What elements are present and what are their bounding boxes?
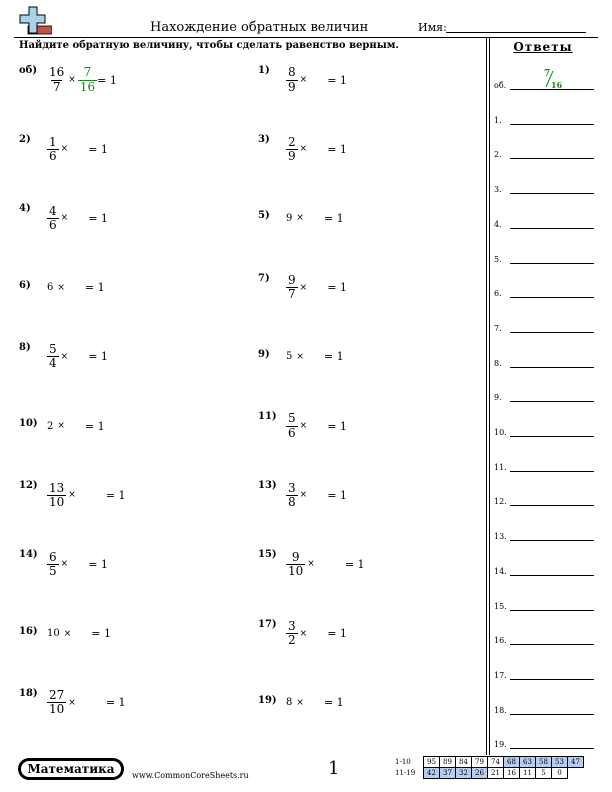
score-cell: 5: [536, 768, 552, 779]
answer-row[interactable]: [494, 562, 594, 576]
problem-number: 15): [258, 549, 277, 561]
given-fraction: [47, 343, 59, 370]
fraction-numerator: 27: [49, 688, 65, 703]
times-sign: ×: [57, 282, 65, 293]
problem-expression: [286, 198, 344, 238]
fraction-denominator: 6: [49, 217, 57, 232]
score-row-1-10: [395, 757, 584, 768]
problem-item: [258, 60, 458, 100]
answer-column-divider-inner: [489, 37, 490, 755]
answer-label: 6.: [494, 289, 502, 299]
equals-one: = 1: [327, 488, 347, 502]
problem-item: [19, 268, 219, 308]
answer-row[interactable]: [494, 735, 594, 749]
equals-one: = 1: [327, 419, 347, 433]
given-fraction: [47, 66, 66, 93]
given-fraction: [47, 689, 66, 716]
sample-answer-denominator: 16: [551, 80, 563, 90]
problem-expression: [286, 60, 347, 100]
answer-line[interactable]: [510, 748, 594, 749]
answer-line[interactable]: [510, 124, 594, 125]
answer-line[interactable]: [510, 575, 594, 576]
problem-number: 5): [258, 210, 270, 222]
times-sign: ×: [60, 559, 69, 570]
times-sign: ×: [299, 421, 308, 431]
problem-expression: [286, 614, 347, 654]
header-divider: [14, 37, 598, 38]
fraction-denominator: 6: [49, 148, 57, 163]
equals-one: = 1: [323, 350, 344, 364]
given-fraction: [47, 205, 59, 232]
problem-number: 7): [258, 272, 270, 284]
score-cell: 84: [456, 757, 472, 768]
times-sign: ×: [299, 75, 308, 85]
given-fraction: [286, 274, 298, 301]
answer-line[interactable]: [510, 367, 594, 368]
answer-label: 17.: [494, 670, 507, 680]
score-cell: 32: [456, 768, 472, 779]
times-sign: ×: [68, 490, 76, 501]
whole-number: 10: [47, 628, 60, 640]
answer-row[interactable]: [494, 215, 594, 229]
equals-one: = 1: [344, 557, 365, 571]
answer-line[interactable]: [510, 610, 594, 611]
answer-label: 15.: [494, 601, 507, 611]
score-cell: 95: [424, 757, 440, 768]
given-fraction: [286, 551, 305, 578]
problem-number: 13): [258, 480, 277, 492]
fraction-numerator: 9: [291, 549, 300, 564]
answer-label: 9.: [494, 393, 502, 403]
answer-line[interactable]: [510, 679, 594, 680]
given-fraction: [47, 136, 59, 163]
problem-expression: [47, 129, 108, 169]
score-cell: 42: [424, 768, 440, 779]
problem-number: 8): [19, 341, 31, 353]
problem-expression: [286, 544, 365, 584]
problem-item: [19, 337, 219, 377]
answer-row[interactable]: [494, 631, 594, 645]
fraction-denominator: 6: [288, 425, 296, 440]
answer-row[interactable]: [494, 111, 594, 125]
answer-line[interactable]: [510, 193, 594, 194]
answer-line[interactable]: [510, 158, 594, 159]
fraction-numerator: 1: [49, 134, 57, 149]
score-cell: 47: [568, 757, 584, 768]
fraction-denominator: 10: [49, 702, 65, 717]
problem-expression: [286, 475, 347, 515]
fraction-numerator: 4: [49, 203, 57, 218]
times-sign: ×: [60, 144, 69, 155]
fraction-numerator: 5: [49, 342, 57, 357]
answer-row[interactable]: [494, 666, 594, 680]
answer-row[interactable]: [494, 145, 594, 159]
answer-row[interactable]: [494, 527, 594, 541]
equals-one: = 1: [327, 627, 347, 641]
problem-item: [258, 683, 458, 723]
answer-row[interactable]: [494, 492, 594, 506]
plus-logo-icon: [18, 6, 52, 36]
answer-column-divider: [486, 37, 487, 755]
problem-item: [258, 544, 458, 584]
problem-number: 16): [19, 625, 38, 637]
equals-one: = 1: [91, 627, 111, 641]
fraction-numerator: 9: [288, 272, 296, 287]
times-sign: ×: [57, 421, 65, 431]
problem-number: 18): [19, 687, 38, 699]
fraction-denominator: 4: [49, 356, 57, 371]
fraction-denominator: 2: [288, 633, 296, 648]
problem-number: 11): [258, 411, 277, 422]
answer-line[interactable]: [510, 471, 594, 472]
whole-number: 2: [47, 420, 54, 432]
page-number: 1: [328, 758, 340, 779]
score-cell: 26: [472, 768, 488, 779]
score-row-11-19: [395, 768, 584, 779]
problem-expression: [47, 60, 117, 100]
problem-item: [258, 614, 458, 654]
problem-item: [19, 60, 219, 100]
problem-item: [258, 268, 458, 308]
times-sign: ×: [296, 697, 304, 708]
score-cell: 16: [504, 768, 520, 779]
problem-expression: [286, 683, 344, 723]
answer-row[interactable]: [494, 388, 594, 402]
brand-badge: [18, 758, 124, 780]
fraction-numerator: 5: [288, 411, 296, 426]
score-cell: 89: [440, 757, 456, 768]
problem-item: [258, 129, 458, 169]
problem-number: 10): [19, 418, 38, 429]
problem-number: 14): [19, 549, 38, 561]
fraction-numerator: 7: [83, 65, 92, 80]
whole-number: 8: [286, 697, 293, 709]
answer-label: 13.: [494, 532, 507, 542]
times-sign: ×: [296, 213, 304, 224]
answer-row[interactable]: [494, 319, 594, 333]
problem-number: 19): [258, 694, 277, 706]
name-label: Имя:: [418, 21, 447, 34]
fraction-denominator: 8: [288, 494, 296, 509]
whole-number: 9: [286, 212, 293, 224]
times-sign: ×: [296, 351, 304, 362]
problem-expression: [47, 337, 108, 377]
equals-one: = 1: [327, 142, 347, 156]
times-sign: ×: [68, 75, 76, 85]
equals-one: = 1: [88, 350, 108, 364]
equals-one: = 1: [327, 281, 347, 295]
given-fraction: [286, 412, 298, 439]
problem-expression: [47, 475, 126, 515]
fraction-numerator: 6: [49, 549, 57, 564]
whole-number: 5: [286, 351, 293, 363]
problem-number: об): [19, 65, 38, 76]
fraction-denominator: 7: [288, 287, 296, 302]
problem-expression: [47, 544, 108, 584]
answer-label: 18.: [494, 705, 507, 715]
equals-one: = 1: [88, 211, 108, 225]
answer-line[interactable]: [510, 228, 594, 229]
equals-one: = 1: [84, 419, 105, 433]
fraction-numerator: 3: [288, 618, 296, 633]
fraction-numerator: 8: [288, 65, 296, 80]
problem-item: [19, 544, 219, 584]
times-sign: ×: [68, 697, 76, 708]
page-title: Нахождение обратных величин: [150, 20, 369, 35]
fraction-denominator: 10: [288, 563, 304, 578]
fraction-numerator: 13: [49, 480, 65, 495]
fraction-denominator: 5: [49, 563, 57, 578]
equals-one: = 1: [84, 281, 105, 295]
score-cell: 11: [520, 768, 536, 779]
sample-answer-numerator: 7: [544, 69, 551, 79]
times-sign: ×: [63, 628, 72, 639]
answer-line[interactable]: [510, 644, 594, 645]
score-cell: 21: [488, 768, 504, 779]
answer-row[interactable]: [494, 180, 594, 194]
problem-item: [19, 683, 219, 723]
score-table: [395, 756, 584, 779]
problem-expression: [47, 268, 105, 308]
problem-number: 2): [19, 134, 31, 146]
problem-expression: [286, 129, 347, 169]
problem-expression: [286, 337, 344, 377]
problem-item: [258, 198, 458, 238]
times-sign: ×: [307, 559, 315, 570]
times-sign: ×: [299, 144, 308, 155]
times-sign: ×: [299, 628, 308, 639]
problem-expression: [47, 198, 108, 238]
given-fraction: [286, 482, 298, 509]
answer-row[interactable]: [494, 423, 594, 437]
answer-label: 7.: [494, 323, 502, 333]
answer-row[interactable]: [494, 597, 594, 611]
equals-one: = 1: [327, 73, 347, 87]
answer-label: 8.: [494, 358, 502, 368]
brand-label: Математика: [21, 761, 121, 777]
answers-title: Ответы: [513, 40, 573, 54]
answer-line[interactable]: [510, 297, 594, 298]
fraction-denominator: 9: [288, 79, 296, 94]
equals-one: = 1: [105, 488, 126, 502]
problem-expression: [47, 683, 126, 723]
times-sign: ×: [60, 213, 69, 224]
answer-label: 4.: [494, 219, 502, 229]
problem-item: [258, 406, 458, 446]
fraction-denominator: 9: [288, 148, 296, 163]
answer-line[interactable]: [510, 436, 594, 437]
equals-one: = 1: [88, 142, 108, 156]
times-sign: ×: [299, 282, 308, 293]
answer-label: 16.: [494, 636, 507, 646]
problem-number: 12): [19, 480, 38, 492]
equals-one: = 1: [88, 557, 108, 571]
fraction-denominator: 7: [52, 79, 61, 94]
score-cell: 74: [488, 757, 504, 768]
problem-item: [258, 337, 458, 377]
problem-number: 9): [258, 348, 270, 360]
answer-label: 5.: [494, 254, 502, 264]
equals-one: = 1: [323, 696, 344, 710]
fraction-numerator: 16: [49, 65, 65, 80]
score-cell: 63: [520, 757, 536, 768]
equals-one: = 1: [105, 696, 126, 710]
answer-label: 19.: [494, 740, 507, 750]
given-fraction: [286, 136, 298, 163]
fraction-numerator: 3: [288, 480, 296, 495]
score-cell: 0: [552, 768, 568, 779]
problem-number: 17): [258, 618, 277, 630]
site-url: www.CommonCoreSheets.ru: [132, 771, 249, 780]
instruction-text: Найдите обратную величину, чтобы сделать равенство верным.: [19, 40, 399, 51]
name-field-line[interactable]: [446, 32, 586, 33]
answer-line[interactable]: [510, 263, 594, 264]
score-cell: 58: [536, 757, 552, 768]
score-empty-cell: [568, 768, 584, 779]
answer-label: 1.: [494, 115, 502, 125]
answer-row[interactable]: [494, 284, 594, 298]
answer-line[interactable]: [510, 332, 594, 333]
problem-item: [19, 614, 219, 654]
answer-line[interactable]: [510, 714, 594, 715]
example-answer-fraction: [78, 66, 97, 93]
answer-label: 2.: [494, 150, 502, 160]
answer-label: 14.: [494, 566, 507, 576]
problem-expression: [286, 268, 347, 308]
given-fraction: [47, 482, 66, 509]
answer-line[interactable]: [510, 401, 594, 402]
problem-number: 4): [19, 203, 31, 215]
times-sign: ×: [299, 490, 308, 501]
fraction-denominator: 16: [79, 79, 96, 94]
problem-item: [19, 475, 219, 515]
score-row-label: 1-10: [395, 758, 411, 766]
score-row-label: 11-19: [395, 769, 416, 777]
score-cell: 68: [504, 757, 520, 768]
score-cell: 37: [440, 768, 456, 779]
answer-label: 10.: [494, 428, 507, 437]
problem-number: 6): [19, 279, 31, 291]
answer-row[interactable]: [494, 701, 594, 715]
answer-row[interactable]: [494, 458, 594, 472]
problem-expression: [47, 614, 111, 654]
fraction-denominator: 10: [49, 494, 65, 509]
score-cell: 79: [472, 757, 488, 768]
problem-expression: [47, 406, 105, 446]
problem-item: [19, 129, 219, 169]
equals-one: = 1: [323, 211, 344, 225]
equals-one: = 1: [97, 73, 117, 87]
answer-label: 3.: [494, 185, 502, 195]
problem-number: 1): [258, 65, 270, 76]
problem-item: [19, 406, 219, 446]
problem-item: [258, 475, 458, 515]
answer-label: 11.: [494, 462, 507, 472]
given-fraction: [47, 551, 59, 578]
given-fraction: [286, 620, 298, 647]
problem-item: [19, 198, 219, 238]
answer-label: об.: [494, 81, 507, 90]
answer-line[interactable]: [510, 540, 594, 541]
answer-line[interactable]: [510, 505, 594, 506]
whole-number: 6: [47, 282, 54, 294]
score-cell: 53: [552, 757, 568, 768]
times-sign: ×: [60, 351, 69, 362]
given-fraction: [286, 66, 298, 93]
answer-row[interactable]: [494, 354, 594, 368]
fraction-numerator: 2: [288, 134, 296, 149]
answer-row[interactable]: [494, 250, 594, 264]
sample-answer-fraction: [540, 66, 566, 92]
problem-number: 3): [258, 134, 270, 146]
problem-expression: [286, 406, 347, 446]
answer-label: 12.: [494, 497, 507, 507]
